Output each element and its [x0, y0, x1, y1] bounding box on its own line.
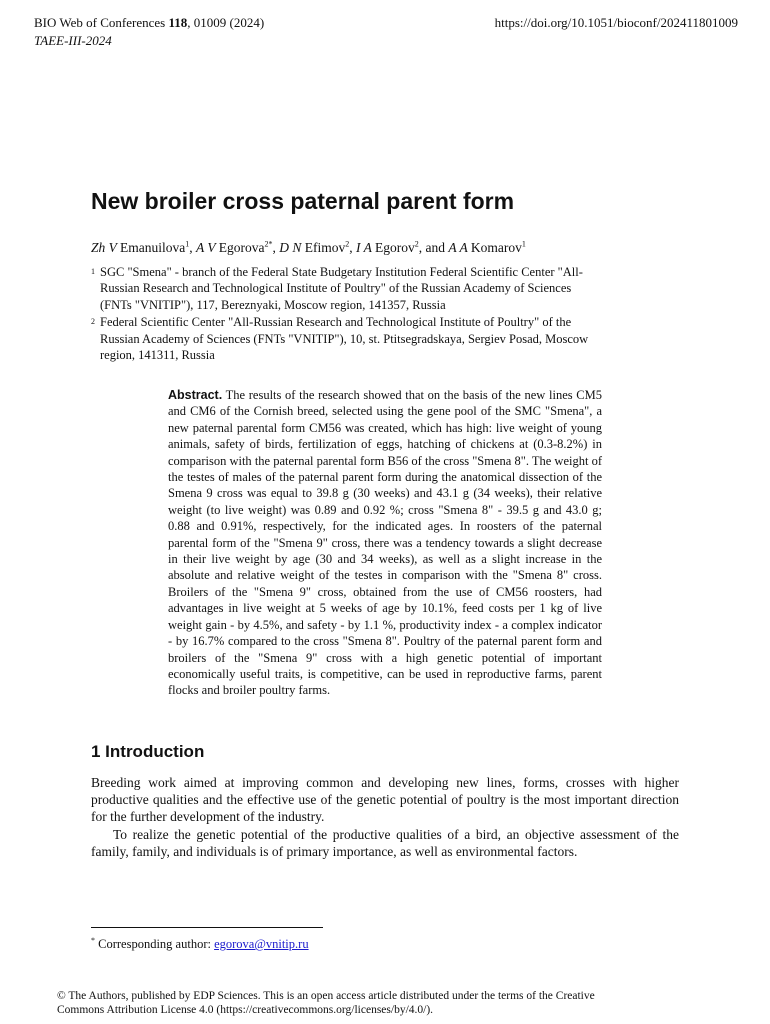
author [448, 240, 526, 255]
author [356, 240, 419, 255]
affiliation-line: Russian Academy of Sciences (FNTs "VNITIP"), 10, st. Ptitsegradskaya, Sergiev Posad, Moscow [100, 331, 589, 346]
author-surname: Egorov [375, 240, 415, 255]
footnote-mark: * [91, 936, 95, 945]
license-line: © The Authors, published by EDP Sciences. This is an open access article distributed under the terms of the Creative [57, 990, 595, 1002]
author-affiliation-mark: 1 [185, 239, 190, 249]
license-line: Commons Attribution License 4.0 (https://creativecommons.org/licenses/by/4.0/). [57, 1004, 434, 1016]
conference-name: TAEE-III-2024 [34, 33, 112, 48]
section-body [91, 774, 679, 860]
affiliations [91, 264, 671, 363]
abstract [168, 387, 602, 699]
journal-issue: , 01009 (2024) [187, 15, 265, 30]
affiliation-1 [91, 264, 671, 313]
affiliation-number: 1 [91, 267, 95, 276]
affiliation-2 [91, 314, 671, 363]
doi-link[interactable]: https://doi.org/10.1051/bioconf/202411801009 [494, 15, 738, 30]
affiliation-line: region, 141311, Russia [100, 348, 215, 363]
abstract-text: The results of the research showed that on the basis of the new lines CM5 and CM6 of the Cornish breed, selected using the gene pool of the SMC "Smena", a new paternal parental form CM56 was created, which has high: live weight of young animals, safety of birds, fertilization of eggs, hatching of chickens at (0.3-8.2%) in comparison with the paternal parental form B56 of the cross "Smena 8". The weight of the testes of males of the paternal parent form during the anatomical dissection of the Smena 9 cross was equal to 39.8 g (30 weeks) and 43.1 g (34 weeks), their relative weight (to live weight) was 0.89 and 0.92 %; cross "Smena 8" - 39.5 g and 43.0 g; 0.88 and 0.91%, respectively, for the indicated ages. In roosters of the paternal parental form of the "Smena 9" cross, there was a tendency towards a slight decrease in their live weight by age (30 and 34 weeks), as well as a slight increase in the absolute and relative weight of the testes in comparison with the "Smena 8" cross. Broilers of the "Smena 9" cross, obtained from the use of CM56 roosters, had advantages in live weight at 5 weeks of age by 10.1%, feed costs per 1 kg of live weight gain - by 4.5%, and safety - by 1.1 %, productivity index - a complex indicator - by 16.7% compared to the cross "Smena 8". Poultry of the paternal parent form and broilers of the "Smena 9" cross with a high genetic potential of important economically useful traits, is competitive, can be used in reproductive farms, parent flocks and broiler poultry farms. [168, 388, 602, 698]
paragraph: To realize the genetic potential of the productive qualities of a bird, an objective assessment of the family, family, and individuals is of primary importance, as well as environmental factors. [91, 826, 679, 859]
author-surname: Emanuilova [120, 240, 186, 255]
license-footer [57, 989, 717, 1017]
author-initials: I A [356, 240, 376, 255]
affiliation-line: Russian Research and Technological Institute of Poultry" of the Russian Academy of Sciences [100, 281, 572, 296]
affiliation-line: (FNTs "VNITIP"), 117, Bereznyaki, Moscow region, 141357, Russia [100, 297, 446, 312]
affiliation-number: 2 [91, 317, 95, 327]
author-email-link[interactable]: egorova@vnitip.ru [214, 937, 309, 952]
author-separator: , and [418, 240, 449, 255]
author-initials: Zh V [91, 240, 121, 255]
affiliation-line: Federal Scientific Center "All-Russian Research and Technological Institute of Poultry" of the [100, 315, 572, 330]
paper-title: New broiler cross paternal parent form [91, 188, 515, 214]
author [196, 240, 273, 255]
author-affiliation-mark: 1 [521, 239, 526, 249]
author-separator: , [272, 240, 280, 255]
journal-volume: 118 [168, 15, 188, 30]
footnote-label: Corresponding author: [95, 937, 215, 952]
author-surname: Komarov [470, 240, 522, 255]
footnote-rule [91, 927, 323, 928]
author-separator: , [189, 240, 196, 255]
footnote [91, 936, 309, 952]
author-surname: Egorova [218, 240, 265, 255]
section-heading: 1 Introduction [91, 742, 205, 761]
author [279, 240, 349, 255]
journal-name: BIO Web of Conferences [34, 15, 169, 30]
affiliation-line: SGC "Smena" - branch of the Federal State Budgetary Institution Federal Scientific Center "All- [100, 265, 583, 279]
paragraph: Breeding work aimed at improving common and developing new lines, forms, crosses with higher productive qualities and the effective use of the genetic potential of poultry is the most important direction for the further development of the industry. [91, 775, 679, 825]
author-initials: A A [448, 240, 471, 255]
author-separator: , [349, 240, 357, 255]
abstract-label: Abstract. [168, 388, 223, 402]
author-initials: D N [279, 240, 305, 255]
author [91, 240, 189, 255]
author-affiliation-mark: 2 [414, 239, 419, 249]
author-list [91, 240, 526, 256]
author-affiliation-mark: 2* [264, 239, 273, 249]
author-surname: Efimov [304, 240, 346, 255]
running-header-journal [34, 15, 264, 31]
author-initials: A V [196, 240, 219, 255]
author-affiliation-mark: 2 [345, 239, 350, 249]
